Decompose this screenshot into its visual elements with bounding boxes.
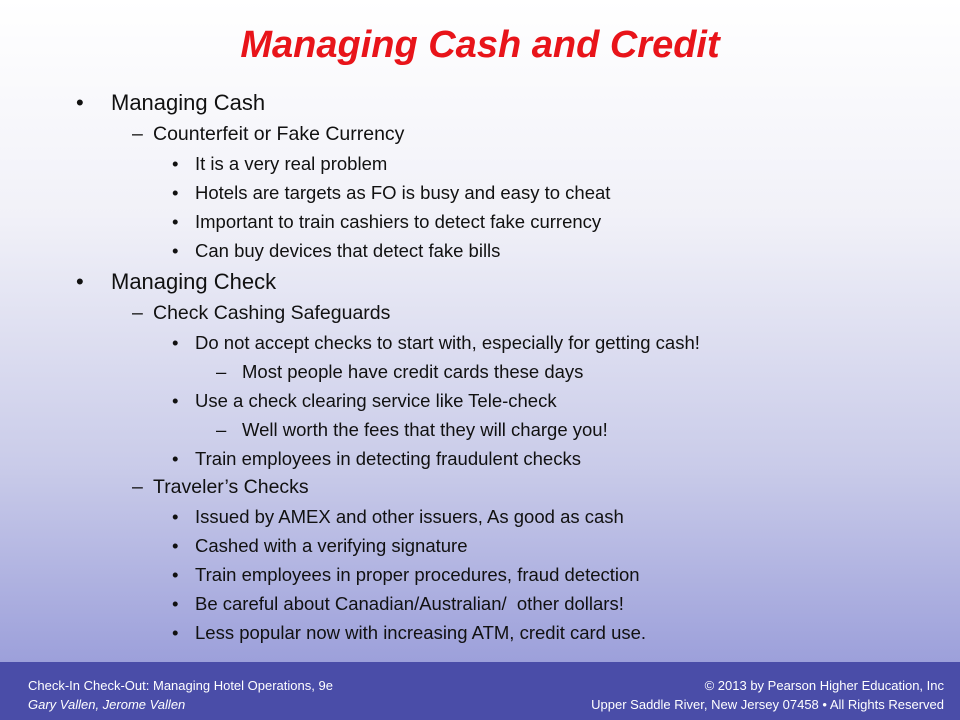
bullet-marker: •: [172, 506, 179, 527]
footer-book-title: Check-In Check-Out: Managing Hotel Operations, 9e: [28, 678, 333, 693]
sub-sub-bullet-item: [0, 560, 960, 589]
sub-sub-bullet-text: Can buy devices that detect fake bills: [195, 240, 501, 261]
bullet-marker: •: [172, 211, 179, 232]
sub-sub-bullet-item: [0, 207, 960, 236]
bullet-text: Managing Cash: [111, 90, 266, 115]
bullet-marker: •: [76, 90, 84, 115]
bullet-list: [0, 86, 960, 647]
dash-marker: –: [132, 123, 143, 145]
bullet-marker: •: [172, 182, 179, 203]
sub-sub-bullet-item: [0, 149, 960, 178]
sub-bullet-text: Check Cashing Safeguards: [153, 302, 391, 324]
sub-bullet-text: Counterfeit or Fake Currency: [153, 123, 405, 145]
dash-marker: –: [216, 419, 227, 440]
sub-sub-bullet-item: [0, 328, 960, 357]
dash-marker: –: [132, 302, 143, 324]
slide-title: Managing Cash and Credit: [240, 24, 720, 66]
level4-bullet-item: [0, 415, 960, 444]
bullet-text: Managing Check: [111, 269, 277, 294]
bullet-marker: •: [172, 564, 179, 585]
bullet-item: [0, 86, 960, 120]
sub-bullet-item: [0, 120, 960, 149]
sub-sub-bullet-item: [0, 444, 960, 473]
bullet-marker: •: [172, 593, 179, 614]
bullet-marker: •: [172, 448, 179, 469]
sub-sub-bullet-text: Train employees in proper procedures, fraud detection: [195, 564, 640, 585]
sub-bullet-item: [0, 299, 960, 328]
sub-sub-bullet-text: Less popular now with increasing ATM, credit card use.: [195, 622, 647, 643]
bullet-marker: •: [172, 153, 179, 174]
sub-bullet-text: Traveler’s Checks: [153, 476, 309, 498]
sub-sub-bullet-text: Issued by AMEX and other issuers, As good as cash: [195, 506, 624, 527]
bullet-item: [0, 265, 960, 299]
bullet-marker: •: [172, 622, 179, 643]
sub-sub-bullet-item: [0, 178, 960, 207]
footer-bar: [0, 662, 960, 720]
sub-sub-bullet-item: [0, 502, 960, 531]
bullet-marker: •: [172, 535, 179, 556]
bullet-marker: •: [172, 390, 179, 411]
dash-marker: –: [132, 476, 143, 498]
sub-sub-bullet-text: Hotels are targets as FO is busy and easy to cheat: [195, 182, 611, 203]
sub-sub-bullet-item: [0, 531, 960, 560]
sub-sub-bullet-item: [0, 386, 960, 415]
sub-sub-bullet-text: Be careful about Canadian/Australian/ other dollars!: [195, 593, 624, 614]
bullet-marker: •: [172, 332, 179, 353]
sub-sub-bullet-item: [0, 236, 960, 265]
sub-sub-bullet-text: It is a very real problem: [195, 153, 388, 174]
level4-bullet-text: Well worth the fees that they will charge you!: [242, 419, 608, 440]
footer-authors: Gary Vallen, Jerome Vallen: [28, 697, 186, 712]
footer-publisher-address: Upper Saddle River, New Jersey 07458 • All Rights Reserved: [591, 697, 944, 712]
bullet-marker: •: [76, 269, 84, 294]
sub-bullet-item: [0, 473, 960, 502]
sub-sub-bullet-text: Cashed with a verifying signature: [195, 535, 468, 556]
sub-sub-bullet-text: Use a check clearing service like Tele-check: [195, 390, 557, 411]
level4-bullet-text: Most people have credit cards these days: [242, 361, 584, 382]
sub-sub-bullet-item: [0, 618, 960, 647]
footer-copyright: © 2013 by Pearson Higher Education, Inc: [704, 678, 944, 693]
dash-marker: –: [216, 361, 227, 382]
sub-sub-bullet-text: Do not accept checks to start with, especially for getting cash!: [195, 332, 700, 353]
sub-sub-bullet-text: Important to train cashiers to detect fake currency: [195, 211, 602, 232]
level4-bullet-item: [0, 357, 960, 386]
bullet-marker: •: [172, 240, 179, 261]
sub-sub-bullet-item: [0, 589, 960, 618]
sub-sub-bullet-text: Train employees in detecting fraudulent checks: [195, 448, 581, 469]
